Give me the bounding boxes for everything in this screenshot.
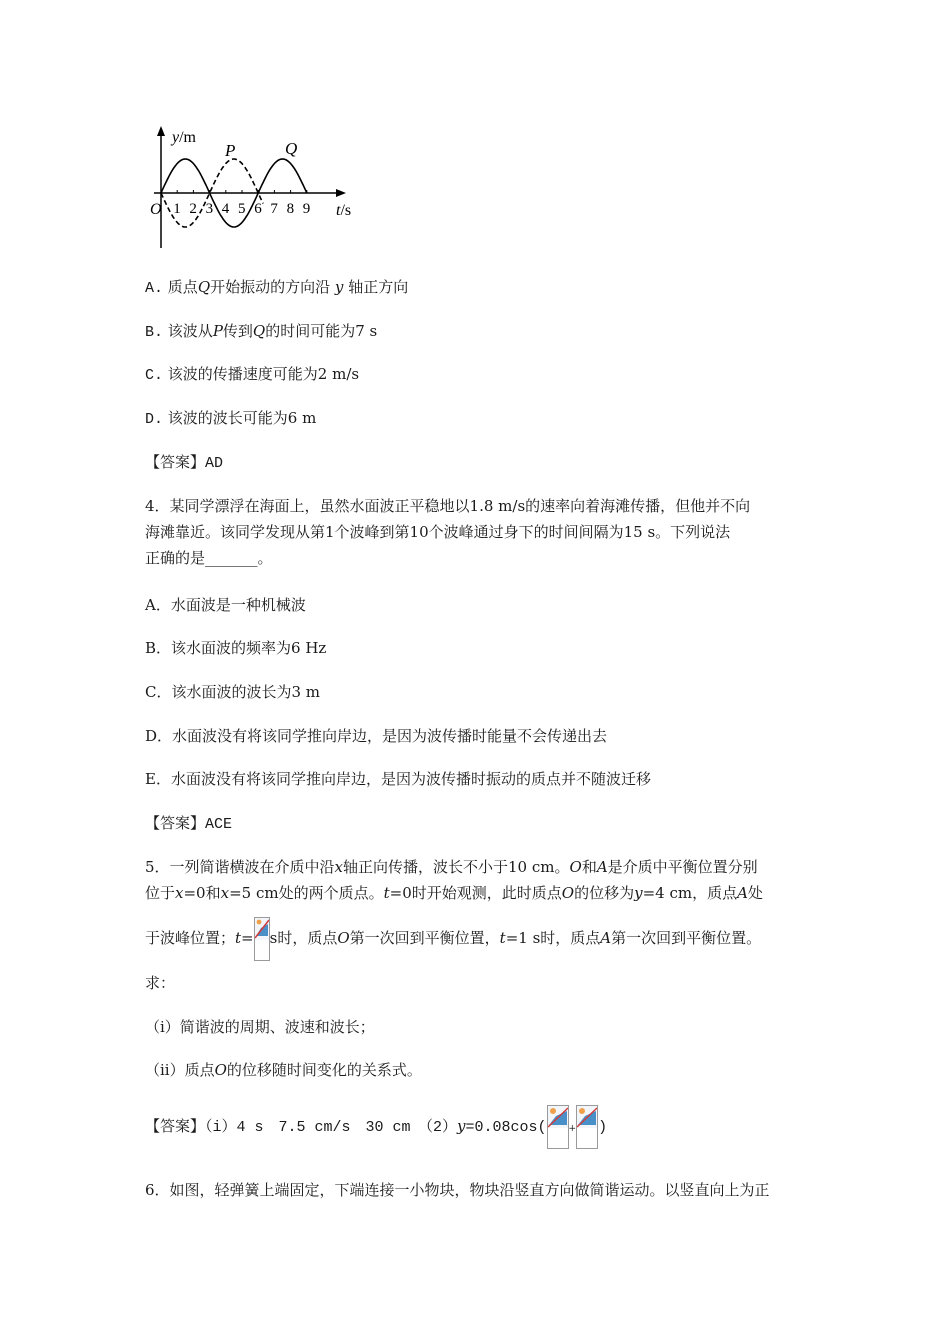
x-tick-label: 4 xyxy=(221,201,230,217)
x-tick-labels xyxy=(173,190,310,217)
q4-option-a: A．水面波是一种机械波 xyxy=(145,596,306,614)
q3-option-b-var: P xyxy=(212,322,223,340)
q5-var: O xyxy=(337,929,350,947)
q5-text: 第一次回到平衡位置， xyxy=(349,929,500,947)
q5-text: 轴正向传播，波长不小于10 cm。 xyxy=(343,858,570,876)
q3-option-d xyxy=(145,408,316,430)
q5-text: 和 xyxy=(581,858,597,876)
q4-stem-line-2: 海滩靠近。该同学发现从第1个波峰到第10个波峰通过身下的时间间隔为15 s。下列说法 xyxy=(145,523,731,541)
x-tick-label: 3 xyxy=(205,201,214,217)
x-axis-label-unit: /s xyxy=(340,202,352,219)
q5-sub-1: （i）简谐波的周期、波速和波长； xyxy=(145,1018,375,1036)
q5-var: A xyxy=(600,929,612,947)
x-tick-label: 2 xyxy=(189,201,197,217)
y-axis-label-var: y xyxy=(172,129,180,146)
q5-text: 第一次回到平衡位置。 xyxy=(611,929,762,947)
q5-text: =0时开始观测，此时质点 xyxy=(389,884,562,902)
q5-var: x xyxy=(220,884,230,902)
q5-text: 的位移为 xyxy=(574,884,635,902)
q5-answer-tag: 【答案】 xyxy=(145,1117,206,1135)
q5-text: 的位移随时间变化的关系式。 xyxy=(226,1061,422,1079)
q5-var: A xyxy=(737,884,748,902)
q4-option-e: E．水面波没有将该同学推向岸边，是因为波传播时振动的质点并不随波迁移 xyxy=(145,770,651,788)
y-axis-label-unit: /m xyxy=(179,129,196,146)
broken-image-icon xyxy=(576,1105,598,1149)
x-tick-label: 1 xyxy=(173,201,181,217)
q5-answer-var: y xyxy=(457,1117,466,1135)
q4-stem-line-1: 4．某同学漂浮在海面上，虽然水面波正平稳地以1.8 m/s的速率向着海滩传播，但他并不向 xyxy=(145,497,751,515)
origin-label: O xyxy=(150,201,162,218)
q5-answer-plus: + xyxy=(568,1124,577,1134)
q5-text: =0和 xyxy=(183,884,221,902)
q5-ask: 求： xyxy=(145,974,176,992)
q3-option-a-text3: 轴正方向 xyxy=(348,278,409,296)
broken-image-icon xyxy=(547,1105,569,1149)
q3-option-d-label: D. xyxy=(145,411,164,428)
q3-option-b xyxy=(145,321,377,343)
q3-option-b-text1: 该波从 xyxy=(167,322,213,340)
x-tick-label: 8 xyxy=(286,201,295,217)
q3-option-c-label: C. xyxy=(145,367,164,384)
curve-P-label: P xyxy=(225,141,236,160)
q5-var: t xyxy=(499,929,506,947)
q3-option-a-var2: y xyxy=(334,278,344,296)
q3-option-a-text1: 质点 xyxy=(167,278,198,296)
y-axis-arrow xyxy=(157,126,165,136)
q3-option-b-label: B. xyxy=(145,324,164,341)
q3-option-a-label: A. xyxy=(145,280,164,297)
q3-option-a-text2: 开始振动的方向沿 xyxy=(210,278,331,296)
q5-stem-line-2 xyxy=(145,883,763,903)
q5-answer-text: =0.08cos( xyxy=(465,1119,547,1136)
q5-text: 处 xyxy=(747,884,763,902)
q5-var: A xyxy=(596,858,608,876)
curve-Q-label: Q xyxy=(285,139,298,158)
x-tick-label: 5 xyxy=(238,201,246,217)
broken-image-icon xyxy=(254,917,270,961)
x-axis-label-var: t xyxy=(336,202,341,219)
q5-text: 5．一列简谐横波在介质中沿 xyxy=(145,858,335,876)
q5-text: =5 cm处的两个质点。 xyxy=(229,884,384,902)
wave-graph xyxy=(140,120,370,255)
q5-text: 于波峰位置； xyxy=(145,929,236,947)
q4-stem-line-3: 正确的是_______。 xyxy=(145,549,273,567)
x-tick-label: 7 xyxy=(270,201,278,217)
q3-answer xyxy=(145,452,223,474)
q4-answer-tag: 【答案】 xyxy=(145,814,206,832)
q6-stem-line-1: 6．如图，轻弹簧上端固定，下端连接一小物块，物块沿竖直方向做简谐运动。以竖直向上为正 xyxy=(145,1181,770,1199)
x-axis-arrow xyxy=(336,189,346,197)
q5-text: =1 s时，质点 xyxy=(505,929,601,947)
q3-option-a xyxy=(145,277,408,299)
x-tick-label: 6 xyxy=(254,201,262,217)
q4-answer-value: ACE xyxy=(205,816,233,833)
q5-var: O xyxy=(561,884,575,902)
q5-answer xyxy=(145,1104,607,1148)
q4-option-b: B．该水面波的频率为6 Hz xyxy=(145,639,327,657)
q3-option-c xyxy=(145,364,359,386)
q5-var: O xyxy=(569,858,582,876)
q5-text: = xyxy=(241,929,254,947)
x-axis-label xyxy=(336,202,351,219)
q3-option-b-text2: 传到 xyxy=(222,322,253,340)
y-axis-label xyxy=(170,129,197,146)
q3-option-c-text: 该波的传播速度可能为2 m/s xyxy=(167,365,360,383)
q3-answer-value: AD xyxy=(205,455,224,472)
q5-text: =4 cm，质点 xyxy=(642,884,738,902)
q5-var: t xyxy=(383,884,390,902)
q3-option-b-var2: Q xyxy=(252,322,266,340)
q5-answer-text: （i）4 s 7.5 cm/s 30 cm （2） xyxy=(205,1119,458,1136)
q5-var: x xyxy=(175,884,184,902)
q4-answer xyxy=(145,813,232,835)
q5-text: 是介质中平衡位置分别 xyxy=(607,858,758,876)
q5-stem-line-3 xyxy=(145,916,761,960)
q4-option-d: D．水面波没有将该同学推向岸边，是因为波传播时能量不会传递出去 xyxy=(145,727,608,745)
x-tick-label: 9 xyxy=(302,201,311,217)
q3-option-a-var: Q xyxy=(197,278,211,296)
q5-text: （ii）质点 xyxy=(145,1061,215,1079)
q5-sub-2 xyxy=(145,1060,422,1080)
q5-var: x xyxy=(334,858,344,876)
q5-var: O xyxy=(214,1061,227,1079)
q3-answer-tag: 【答案】 xyxy=(145,453,206,471)
q5-answer-text: ) xyxy=(598,1119,608,1136)
q5-text: 位于 xyxy=(145,884,176,902)
q4-option-c: C．该水面波的波长为3 m xyxy=(145,683,321,701)
q3-option-b-text3: 的时间可能为7 s xyxy=(265,322,378,340)
q5-var: y xyxy=(634,884,643,902)
q5-text: s时，质点 xyxy=(269,929,338,947)
q5-var: t xyxy=(235,929,242,947)
q3-option-d-text: 该波的波长可能为6 m xyxy=(167,409,317,427)
q5-stem-line-1 xyxy=(145,857,758,877)
